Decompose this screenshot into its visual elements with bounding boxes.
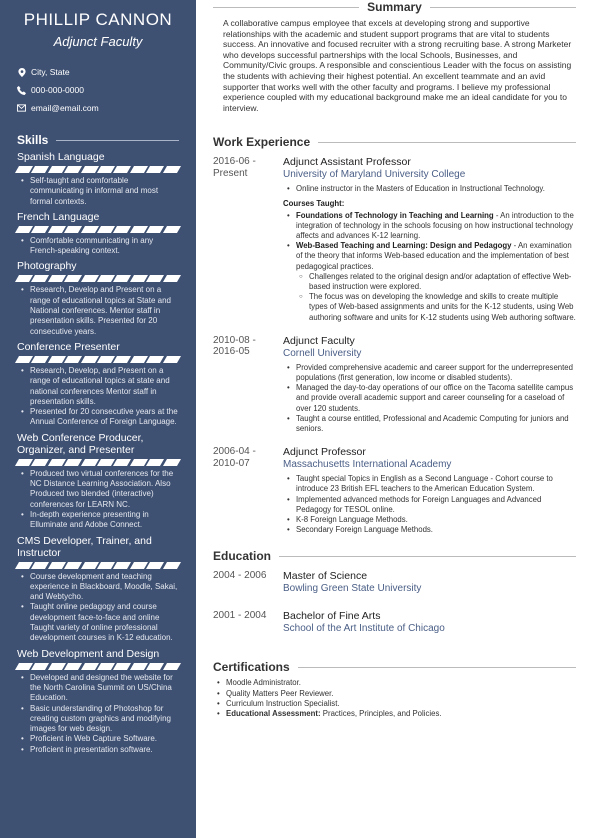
skill-name: French Language (17, 210, 100, 223)
skill-level-segment (64, 562, 82, 569)
job-bullet: • Implemented advanced methods for Foreign Languages and Advanced Pedagogy for TESOL online. (283, 495, 576, 515)
job-organization: Massachusetts International Academy (283, 459, 452, 471)
summary-heading: Summary (213, 0, 576, 14)
location-pin-icon (17, 68, 26, 77)
job-bullet: • Taught a course entitled, Professional and Academic Computing for juniors and seniors. (283, 414, 576, 434)
skill-item (17, 648, 179, 755)
main-content (213, 0, 576, 838)
courses-taught-label: Courses Taught: (283, 198, 345, 208)
job-bullet: • K-8 Foreign Language Methods. (283, 515, 576, 525)
work-experience-heading: Work Experience (213, 135, 576, 149)
sidebar (0, 0, 196, 838)
degree: Master of Science (283, 570, 368, 583)
skill-level-segment (113, 663, 131, 670)
education-dates: 2001 - 2004 (213, 610, 267, 622)
certifications-list (213, 678, 576, 719)
skill-bullet: • Proficient in presentation software. (17, 745, 179, 755)
course-name: Foundations of Technology in Teaching and Learning (296, 210, 494, 220)
skill-item (17, 151, 179, 207)
course-sub-bullet: ○ Challenges related to the original design and/or adaptation of effective Web-based instruction were explored. (283, 272, 576, 292)
job-title: Adjunct Professor (283, 446, 366, 459)
school: School of the Art Institute of Chicago (283, 623, 445, 635)
job-body (283, 156, 576, 322)
skill-name: CMS Developer, Trainer, and Instructor (17, 534, 152, 559)
skill-bullets (17, 469, 179, 531)
skill-name: Web Development and Design (17, 647, 160, 660)
skill-level-segment (163, 459, 181, 466)
skill-bullet: • Proficient in Web Capture Software. (17, 734, 179, 744)
skill-level-bar (17, 459, 179, 466)
certification-item (213, 709, 576, 719)
skill-level-segment (64, 166, 82, 173)
school: Bowling Green State University (283, 583, 422, 595)
skill-name: Conference Presenter (17, 340, 120, 353)
job-bullet: • Secondary Foreign Language Methods. (283, 525, 576, 535)
skill-level-bar (17, 562, 179, 569)
education-list (213, 570, 576, 638)
skill-name: Web Conference Producer, Organizer, and Presenter (17, 431, 144, 456)
skill-bullet: • Presented for 20 consecutive years at the Annual Conference of Foreign Language. (17, 407, 179, 428)
skill-level-segment (64, 356, 82, 363)
skill-level-bar (17, 356, 179, 363)
skill-bullet: • Basic understanding of Photoshop for creating custom graphics and modifying images for web design. (17, 704, 179, 735)
divider (213, 7, 359, 8)
skill-level-segment (163, 562, 181, 569)
job-title: Adjunct Faculty (283, 334, 355, 347)
skill-bullet: • Comfortable communicating in any French-speaking context. (17, 236, 179, 257)
job-bullet: • Taught special Topics in English as a Second Language - Cohort course to introduce 23 British EFL teachers to the American Education System. (283, 474, 576, 494)
skill-level-bar (17, 275, 179, 282)
skill-level-bar (17, 166, 179, 173)
work-experience-list (213, 156, 576, 535)
skill-item (17, 535, 179, 644)
candidate-title: Adjunct Faculty (53, 34, 143, 49)
course-description: - An introduction to the integration of technology in the schools focusing on how instructional technology affects and advances K-12 learning. (296, 210, 574, 240)
skill-level-bar (17, 663, 179, 670)
certification-text: Practices, Principles, and Policies. (320, 709, 442, 719)
job-body (283, 446, 576, 535)
certifications-heading: Certifications (213, 660, 576, 674)
certification-text: Quality Matters Peer Reviewer. (226, 688, 334, 698)
job-entry (213, 335, 576, 434)
skill-level-segment (64, 459, 82, 466)
skill-level-segment (163, 275, 181, 282)
summary-text: A collaborative campus employee that excels at developing strong and supportive relationships with the academic and student support programs that are vital to students success. An innovative and focused recruiter with a strong recruiting base. A strong Marketer who develops successful partnerships with the local Schools, Businesses, and Community/Civic groups. A responsible and conscientious Leader with the focus on assisting the students with achieving their highest potential. An excellent teammate and an avid supporter that works well with the other faculty and programs. I believe my professional experience coupled with my educational background make me an ideal candidate for you to interview. (223, 18, 572, 113)
job-entry (213, 156, 576, 322)
skill-level-segment (146, 166, 164, 173)
skill-level-segment (113, 459, 131, 466)
skill-bullets (17, 285, 179, 336)
divider (318, 142, 576, 143)
contact-info (0, 63, 196, 117)
education-entry (213, 570, 576, 598)
skills-heading: Skills (17, 133, 179, 147)
degree: Bachelor of Fine Arts (283, 610, 381, 623)
education-heading: Education (213, 549, 576, 563)
skill-item (17, 432, 179, 531)
job-dates: 2010-08 - 2016-05 (213, 334, 256, 358)
divider (430, 7, 576, 8)
skill-level-bar (17, 226, 179, 233)
skill-bullets (17, 366, 179, 428)
skill-item (17, 260, 179, 336)
divider (56, 140, 179, 141)
skill-level-segment (31, 562, 49, 569)
job-organization: Cornell University (283, 347, 362, 359)
courses-list (283, 211, 576, 323)
education-body (283, 570, 576, 598)
skill-level-segment (64, 226, 82, 233)
skill-level-segment (163, 663, 181, 670)
contact-phone (17, 81, 196, 99)
skill-level-segment (163, 356, 181, 363)
job-dates: 2016-06 - Present (213, 156, 256, 179)
job-organization: University of Maryland University College (283, 169, 466, 181)
skill-level-segment (163, 166, 181, 173)
certification-item (213, 699, 576, 709)
location-text: City, State (31, 67, 70, 77)
skill-level-segment (146, 663, 164, 670)
job-bullets (283, 184, 576, 194)
contact-email[interactable] (17, 99, 196, 117)
job-bullets (283, 474, 576, 535)
skill-name: Spanish Language (17, 151, 105, 163)
education-body (283, 610, 576, 638)
course-description: - An examination of the theory that informs Web-based education and the implementation of best pedagogical practices. (296, 241, 572, 271)
job-bullets (283, 363, 576, 434)
divider (279, 556, 576, 557)
job-title: Adjunct Assistant Professor (283, 156, 411, 169)
skill-level-segment (146, 226, 164, 233)
skill-item (17, 211, 179, 257)
skill-level-segment (146, 562, 164, 569)
skill-level-segment (113, 562, 131, 569)
skill-bullets (17, 176, 179, 207)
education-dates: 2004 - 2006 (213, 570, 267, 582)
skill-level-segment (163, 226, 181, 233)
skill-bullet: • Produced two virtual conferences for the NC Distance Learning Association. Also Produced two blended (interactive) conferences for LEARN NC. (17, 469, 179, 510)
divider (298, 667, 576, 668)
job-bullet: • Online instructor in the Masters of Education in Instructional Technology. (283, 184, 576, 194)
skill-level-segment (146, 356, 164, 363)
skill-bullets (17, 673, 179, 755)
skill-bullet: • Self-taught and comfortable communicating in informal and most formal contexts. (17, 176, 179, 207)
skill-bullet: • Research, Develop, and Present on a range of educational topics at state and national conferences Mentor staff in presentation skills. (17, 366, 179, 407)
skill-bullets (17, 572, 179, 644)
job-entry (213, 446, 576, 535)
email-icon (17, 104, 26, 113)
skill-bullet: • Course development and teaching experience in Blackboard, Moodle, Sakai, and Webtycho. (17, 572, 179, 603)
certification-text: Curriculum Instruction Specialist. (226, 699, 340, 709)
skill-level-segment (31, 459, 49, 466)
course-item (283, 241, 576, 272)
course-sub-bullet: ○ The focus was on developing the knowledge and skills to create multiple types of Web-based assignments and units for the K-12 students, using Web authoring software and units for K-12 students using Web authoring software. (283, 292, 576, 323)
candidate-name: PHILLIP CANNON (23, 10, 173, 29)
skill-level-segment (81, 562, 99, 569)
skill-bullet: • In-depth experience presenting in Elluminate and Adobe Connect. (17, 510, 179, 531)
job-bullet: • Managed the day-to-day operations of our office on the Tacoma satellite campus and provide overall academic support and career counseling for a caseload of over 120 students. (283, 383, 576, 414)
certification-label: Educational Assessment: (226, 709, 321, 719)
phone-icon (17, 86, 26, 95)
job-bullet: • Provided comprehensive academic and career support for the underrepresented populations (first generation, low income or disabled students). (283, 363, 576, 383)
certification-text: Moodle Administrator. (226, 678, 301, 688)
email-text[interactable]: email@email.com (31, 103, 99, 113)
job-body (283, 335, 576, 434)
skill-item (17, 341, 179, 428)
certification-item (213, 678, 576, 688)
skill-bullet: • Taught online pedagogy and course development face-to-face and online Taught variety of online professional development courses in K-12 education. (17, 602, 179, 643)
course-item (283, 211, 576, 242)
skill-name: Photography (17, 260, 77, 273)
course-name: Web-Based Teaching and Learning: Design and Pedagogy (296, 241, 512, 251)
skill-level-segment (31, 663, 49, 670)
skill-level-segment (31, 226, 49, 233)
education-entry (213, 610, 576, 638)
skill-bullets (17, 236, 179, 257)
job-dates: 2006-04 - 2010-07 (213, 446, 256, 469)
skill-bullet: • Developed and designed the website for the North Carolina Summit on US/China Education. (17, 673, 179, 704)
skill-level-segment (146, 459, 164, 466)
certification-item (213, 689, 576, 699)
skill-bullet: • Research, Develop and Present on a range of educational topics at State and National conferences. Mentor staff in presentation skills. Presented for 20 consecutive years. (17, 285, 179, 336)
skills-list (0, 151, 196, 755)
skill-level-segment (64, 663, 82, 670)
phone-text: 000-000-0000 (31, 85, 84, 95)
contact-location (17, 63, 196, 81)
